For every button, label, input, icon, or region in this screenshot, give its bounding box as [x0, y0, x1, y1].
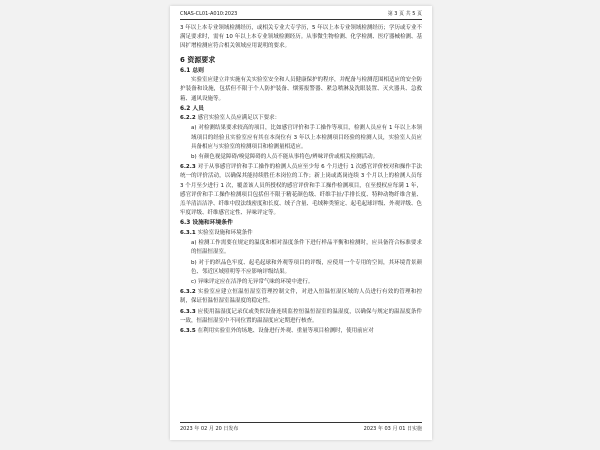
doc-number: CNAS-CL01-A010:2023 [180, 11, 238, 17]
list-item: a) 对检测结果要求较高的项目，比如感官评价和手工操作等项目，检测人员应有 1 年以上本领域项目的经验且实验室应有其在本岗位有 3 年以上本检测项目经验的检测人员，实验室人员应具备相应与实验室的检测项目和检测量相适应。 [191, 125, 422, 150]
page-info: 第 3 页 共 5 页 [387, 11, 422, 17]
section-6-2-2-text: 感官实验室人员应满足以下要求： [197, 115, 281, 122]
page-footer [180, 422, 422, 432]
section-6-3-1-text: 实验室设施和环境条件 [197, 229, 253, 236]
section-6-2-3-number: 6.2.3 [180, 164, 196, 171]
section-6-3-heading [180, 219, 422, 229]
section-6-3-5-text: 在利用实验室外的场地、设备进行外观、重量等项目检测时，使用前应对 [197, 327, 374, 334]
section-6-1-heading [180, 67, 422, 77]
effective-date: 2023 年 03 月 01 日实施 [363, 426, 422, 432]
section-6-3-title: 设施和环境条件 [192, 220, 233, 227]
section-6-2-number: 6.2 [180, 105, 191, 112]
section-6-number: 6 [180, 55, 185, 64]
section-6-3-2-text: 实验室应建立恒温恒湿室管理控制文件，对进入恒温恒湿区域的人员进行有效的管理和控制，保证恒温恒湿室温湿度的稳定性。 [180, 289, 422, 305]
section-6-3-3 [180, 308, 422, 326]
section-6-heading [180, 54, 422, 66]
list-item: c) 异味评定应在洁净的无异常气味的环境中进行。 [191, 278, 314, 285]
issue-date: 2023 年 02 月 20 日发布 [180, 426, 239, 432]
list-item: a) 检测工作需要在规定的温度和相对湿度条件下进行样品平衡和检测时，应具备符合标准要求的恒温恒湿室。 [191, 240, 422, 256]
section-6-1-text: 实验室应建立并实施有关实验室安全和人员健康保护的程序，并配备与检测范围相适应的安全防护装备和设施，包括但不限于个人防护装备、烟雾报警器、紧急喷淋及洗眼装置、灭火器具、急救箱、通风设施等。 [180, 77, 423, 102]
section-6-3-number: 6.3 [180, 220, 191, 227]
section-6-3-1 [180, 229, 422, 238]
section-6-1-number: 6.1 [180, 67, 191, 74]
section-6-1-title: 总则 [192, 67, 204, 74]
section-6-2-2 [180, 114, 422, 123]
document-page [170, 6, 432, 440]
section-6-title: 资源要求 [187, 55, 216, 64]
section-6-3-1-number: 6.3.1 [180, 229, 196, 236]
list-item: b) 有颜色视觉障碍/嗅觉障碍的人员不能从事将色/辨味评价或相关检测活动。 [191, 154, 379, 161]
section-6-2-heading [180, 105, 422, 115]
document-body [180, 24, 422, 336]
section-6-3-5-number: 6.3.5 [180, 327, 196, 334]
section-6-3-2 [180, 288, 422, 306]
section-6-3-3-number: 6.3.3 [180, 308, 196, 315]
section-6-3-5 [180, 327, 422, 336]
section-6-2-3 [180, 163, 422, 218]
section-6-2-2-number: 6.2.2 [180, 115, 196, 122]
list-item: b) 对于的织品色牢度、起毛起球和外观等项目的评级，应使用一个专用的空间，其环境背景颜色、邻近区域照明等不应影响评级结果。 [191, 259, 422, 275]
section-6-3-2-number: 6.3.2 [180, 289, 196, 296]
header-rule [180, 19, 422, 20]
intro-paragraph: 3 年以上本专业领域检测经历，或相关专业大专学历，5 年以上本专业领域检测经历；学历或专业不满足要求时，需有 10 年以上本专业领域检测经历。从事微生物检测、化学检测、医疗器械检测、基因扩增检测应符合相关领域应用说明的要求。 [180, 25, 422, 50]
section-6-2-3-text: 对于从事感官评价和手工操作的检测人员应至少每 6 个月进行 1 次感官评价校对和操作手法统一的评价活动，以确保其能持续胜任本岗位的工作；新上岗或离岗连续 3 个月以上的检测人员每 3 个月至少进行 1 次，覆盖该人员所授权的感官评价和手工操作检测项目，在至授权应每满 1 年，感官评价和手工操作检测项目包括但不限于精花颜色级、纤维手扯/手排长度、特种动物纤维含量、羔羊清洁洁净、纤维中段法线密度和长度、绒子含量、毛绒种类鉴定、起毛起球评级、外观评级、色牢度评级、纤维感官定性、异味评定等。 [180, 164, 423, 217]
page-header [180, 10, 422, 18]
section-6-2-title: 人员 [192, 105, 204, 112]
section-6-3-3-text: 应使用温湿度记录仪或类似设备连续监控恒温恒湿室的温湿度，以确保与规定的温湿度条件一致，恒温恒湿室中不同位置的温湿度应定期进行核查。 [180, 308, 422, 324]
